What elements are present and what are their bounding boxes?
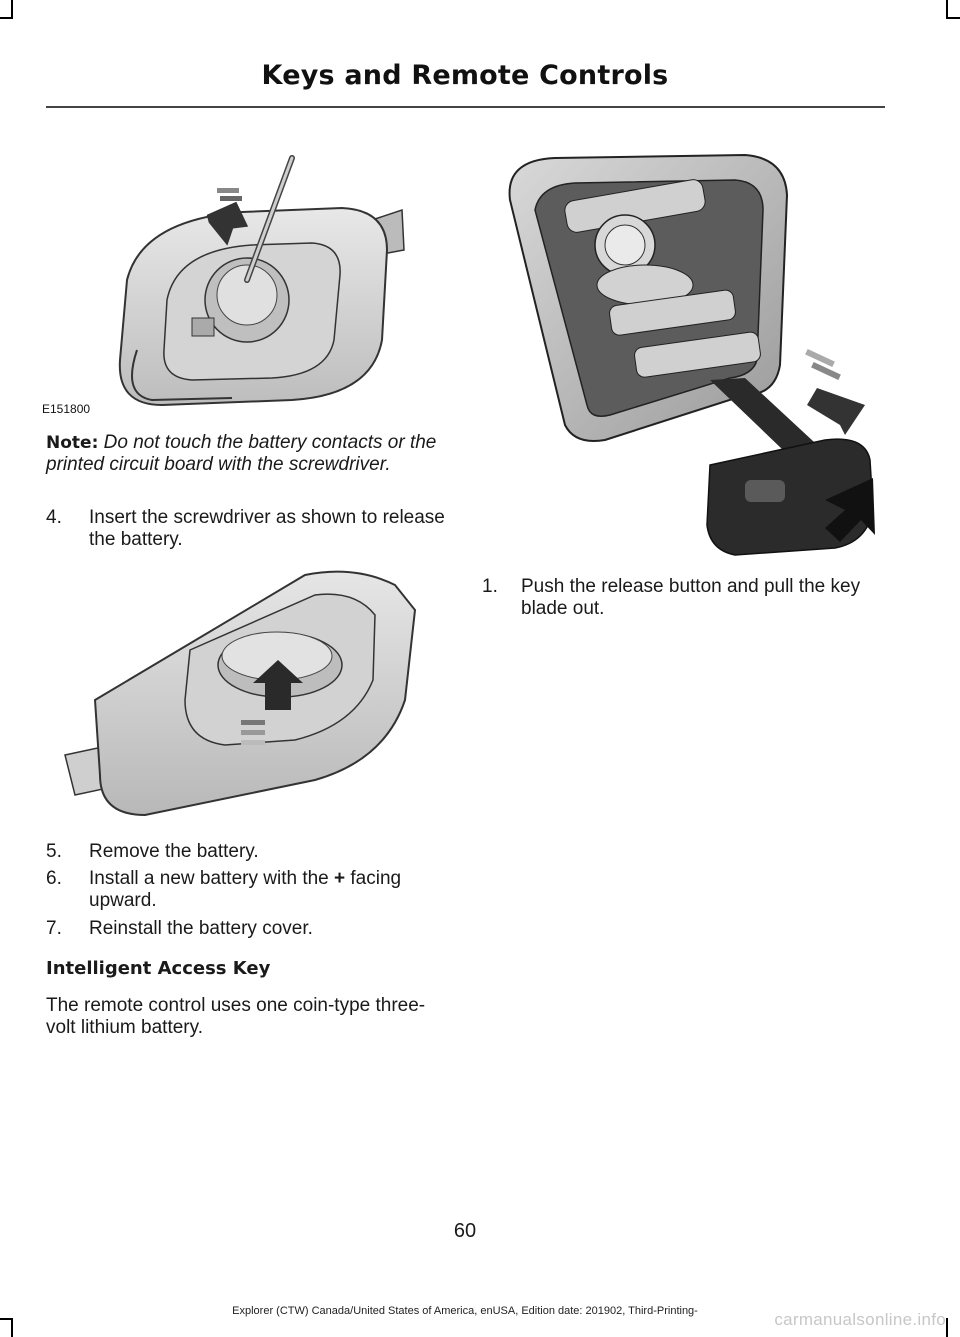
step-number: 4. [46, 507, 62, 528]
page-number: 60 [453, 1220, 477, 1242]
step-6 [46, 868, 452, 914]
step-text-after: facing upward. [89, 868, 402, 911]
crop-mark [0, 1318, 13, 1320]
crop-mark [11, 0, 13, 18]
step-text [89, 868, 452, 912]
note-label: Note: [46, 433, 99, 453]
step-text: Remove the battery. [89, 841, 259, 862]
step-number: 7. [46, 918, 62, 939]
crop-mark [0, 17, 13, 19]
step-5 [46, 841, 452, 865]
figure-code: E151800 [42, 402, 91, 416]
step-1 [482, 576, 902, 622]
step-text-before: Install a new battery with the [89, 868, 335, 889]
section-heading: Intelligent Access Key [46, 958, 271, 979]
step-number: 5. [46, 841, 62, 862]
page-title: Keys and Remote Controls [261, 60, 669, 91]
plus-symbol: + [334, 868, 346, 889]
intelligent-access-key-illustration [495, 150, 890, 560]
figure-intelligent-access-key [495, 150, 890, 560]
figure-battery-cover-screwdriver [42, 150, 452, 418]
key-fob-screwdriver-illustration [42, 150, 452, 418]
step-text: Reinstall the battery cover. [89, 918, 313, 939]
figure-battery-release [55, 560, 420, 822]
step-text: Push the release button and pull the key blade out. [521, 576, 861, 619]
crop-mark [946, 1318, 948, 1337]
note-text: Do not touch the battery contacts or the printed circuit board with the screwdriver. [46, 432, 437, 475]
step-number: 6. [46, 868, 62, 889]
section-paragraph: The remote control uses one coin-type three-volt lithium battery. [46, 995, 426, 1038]
crop-mark [946, 0, 948, 18]
step-4 [46, 507, 452, 553]
step-7 [46, 918, 452, 942]
footer-edition: Explorer (CTW) Canada/United States of America, enUSA, Edition date: 201902, Third-Printing- [232, 1305, 698, 1317]
note-paragraph [46, 432, 452, 476]
watermark: carmanualsonline.info [774, 1310, 946, 1329]
battery-release-illustration [55, 560, 420, 822]
crop-mark [946, 17, 960, 19]
header-rule [46, 106, 885, 108]
step-text: Insert the screwdriver as shown to release the battery. [89, 507, 445, 550]
step-number: 1. [482, 576, 498, 597]
crop-mark [11, 1318, 13, 1337]
